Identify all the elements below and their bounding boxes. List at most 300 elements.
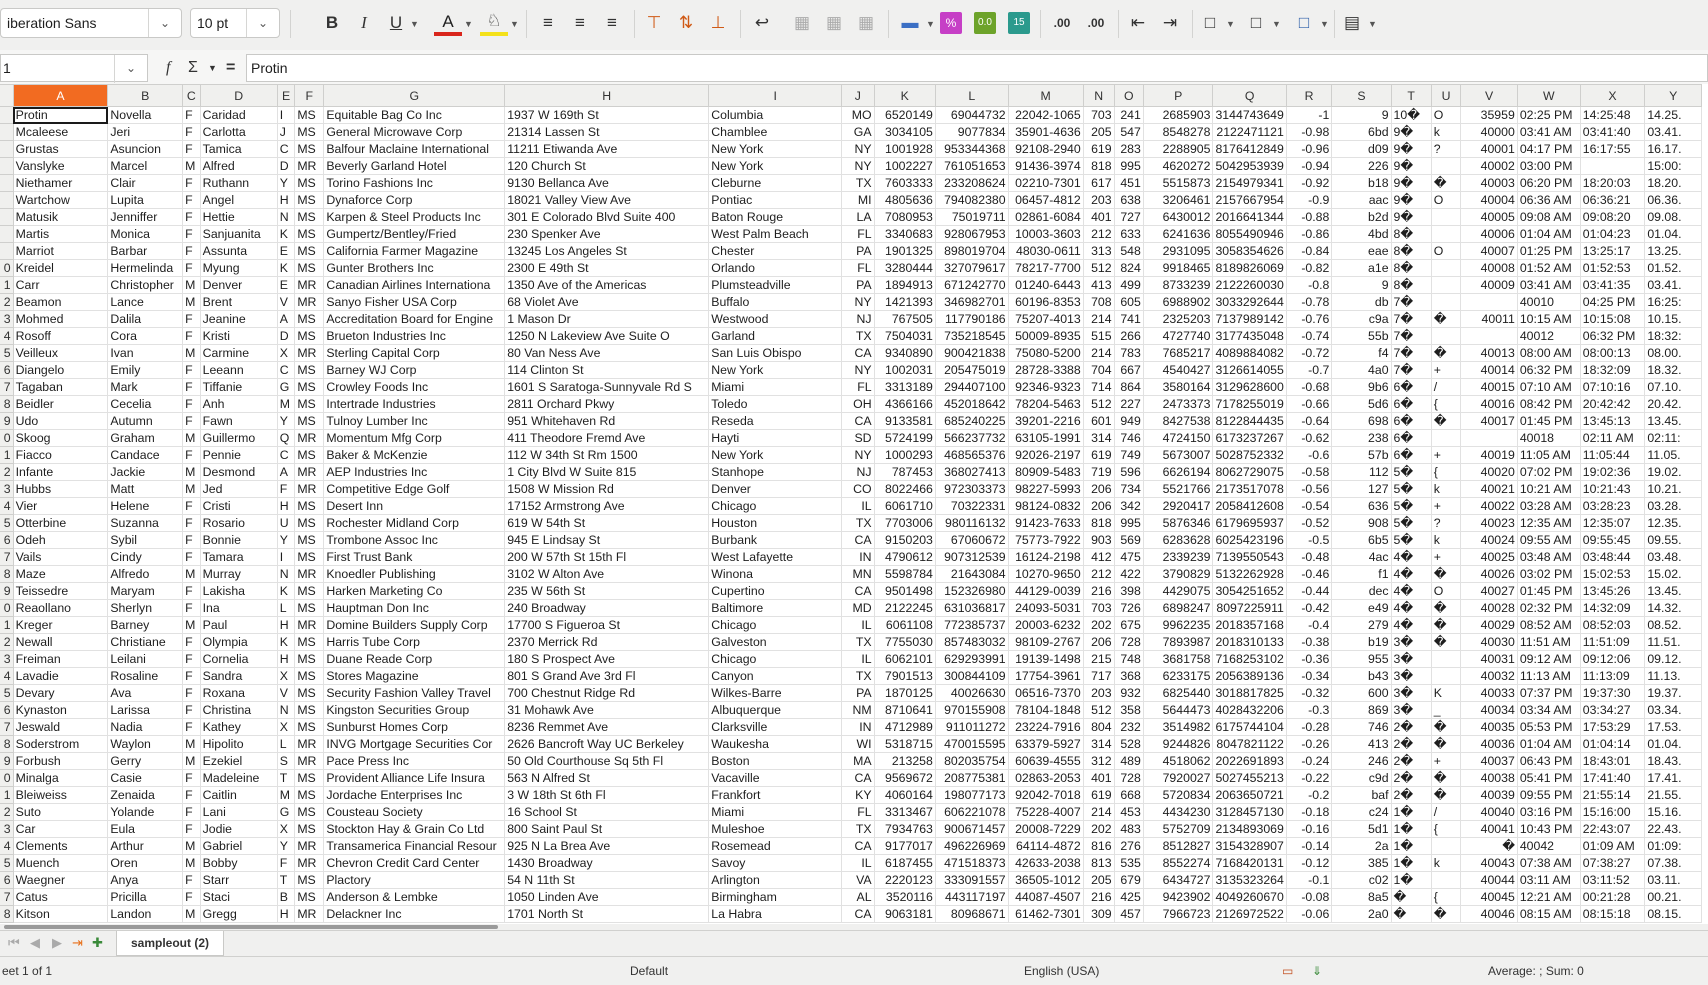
cell[interactable]: 03:28 AM bbox=[1517, 498, 1580, 515]
cell[interactable]: 16124-2198 bbox=[1008, 549, 1083, 566]
cell[interactable]: 2339239 bbox=[1143, 549, 1213, 566]
cell[interactable] bbox=[1431, 209, 1461, 226]
cell[interactable]: 40008 bbox=[1461, 260, 1518, 277]
cell[interactable]: 127 bbox=[1332, 481, 1391, 498]
cell[interactable]: -0.6 bbox=[1286, 447, 1331, 464]
cell[interactable]: 6430012 bbox=[1143, 209, 1213, 226]
cell[interactable]: 16.17. bbox=[1645, 141, 1702, 158]
cell[interactable]: 08:00:13 bbox=[1580, 345, 1645, 362]
cell[interactable]: � bbox=[1431, 770, 1461, 787]
column-header[interactable]: H bbox=[505, 85, 709, 107]
cell[interactable]: 03:34 AM bbox=[1517, 702, 1580, 719]
cell[interactable]: Nadia bbox=[108, 719, 183, 736]
cell[interactable]: 40015 bbox=[1461, 379, 1518, 396]
cell[interactable]: Candace bbox=[108, 447, 183, 464]
cell[interactable]: Desert Inn bbox=[324, 498, 505, 515]
cell[interactable]: 6179695937 bbox=[1213, 515, 1286, 532]
cell[interactable]: 03:48:44 bbox=[1580, 549, 1645, 566]
cell[interactable]: Forbush bbox=[13, 753, 108, 770]
cell[interactable]: CA bbox=[842, 532, 874, 549]
chevron-down-icon[interactable]: ▼ bbox=[208, 63, 217, 73]
cell[interactable]: 202 bbox=[1083, 821, 1114, 838]
cell[interactable]: � bbox=[1461, 838, 1518, 855]
cell[interactable]: 06457-4812 bbox=[1008, 192, 1083, 209]
cell[interactable]: Cora bbox=[108, 328, 183, 345]
cell[interactable]: 03.34. bbox=[1645, 702, 1702, 719]
cell[interactable]: 17754-3961 bbox=[1008, 668, 1083, 685]
cell[interactable]: 13:45:13 bbox=[1580, 413, 1645, 430]
cell[interactable]: Orlando bbox=[709, 260, 842, 277]
cell[interactable]: 3033292644 bbox=[1213, 294, 1286, 311]
column-header[interactable]: U bbox=[1431, 85, 1461, 107]
cell[interactable]: -0.32 bbox=[1286, 685, 1331, 702]
cell[interactable]: 17.53. bbox=[1645, 719, 1702, 736]
cell[interactable]: 40024 bbox=[1461, 532, 1518, 549]
cell[interactable]: 4805636 bbox=[874, 192, 935, 209]
cell[interactable]: 453 bbox=[1114, 804, 1143, 821]
cell[interactable]: 1421393 bbox=[874, 294, 935, 311]
cell[interactable]: 9� bbox=[1391, 124, 1431, 141]
number-format-button[interactable]: 0.0 bbox=[974, 12, 996, 34]
cell[interactable]: 333091557 bbox=[935, 872, 1008, 889]
cell[interactable]: 5720834 bbox=[1143, 787, 1213, 804]
cell[interactable]: Desmond bbox=[200, 464, 277, 481]
cell[interactable]: FL bbox=[842, 260, 874, 277]
cell[interactable]: 3514982 bbox=[1143, 719, 1213, 736]
cell[interactable]: 425 bbox=[1114, 889, 1143, 906]
cell[interactable]: 8512827 bbox=[1143, 838, 1213, 855]
cell[interactable]: 8097225911 bbox=[1213, 600, 1286, 617]
cell[interactable]: 945 E Lindsay St bbox=[505, 532, 709, 549]
cell[interactable]: Pennie bbox=[200, 447, 277, 464]
cell[interactable]: 547 bbox=[1114, 124, 1143, 141]
cell[interactable]: 238 bbox=[1332, 430, 1391, 447]
cell[interactable]: Bleiweiss bbox=[13, 787, 108, 804]
cell[interactable]: 63105-1991 bbox=[1008, 430, 1083, 447]
cell[interactable]: 685240225 bbox=[935, 413, 1008, 430]
cell[interactable]: 6988902 bbox=[1143, 294, 1213, 311]
cell[interactable]: 60196-8353 bbox=[1008, 294, 1083, 311]
cell[interactable]: 749 bbox=[1114, 447, 1143, 464]
cell[interactable]: 633 bbox=[1114, 226, 1143, 243]
cell[interactable]: 78204-5463 bbox=[1008, 396, 1083, 413]
cell[interactable]: b43 bbox=[1332, 668, 1391, 685]
cell[interactable]: -0.16 bbox=[1286, 821, 1331, 838]
cell[interactable]: 6� bbox=[1391, 430, 1431, 447]
delete-decimal-button[interactable]: .00 bbox=[1087, 16, 1105, 30]
cell[interactable]: 01:04 AM bbox=[1517, 226, 1580, 243]
cell[interactable]: 35959 bbox=[1461, 107, 1518, 124]
cell[interactable]: IL bbox=[842, 617, 874, 634]
cell[interactable]: MR bbox=[295, 430, 324, 447]
cell[interactable]: Fiacco bbox=[13, 447, 108, 464]
cell[interactable]: 117790186 bbox=[935, 311, 1008, 328]
increase-indent-icon[interactable]: ⇤ bbox=[1130, 13, 1146, 32]
cell[interactable]: M bbox=[183, 430, 201, 447]
row-header[interactable]: 2 bbox=[0, 804, 13, 821]
cell[interactable]: MS bbox=[295, 141, 324, 158]
decrease-indent-icon[interactable]: ⇥ bbox=[1162, 13, 1178, 32]
cell[interactable]: 80909-5483 bbox=[1008, 464, 1083, 481]
cell[interactable]: eae bbox=[1332, 243, 1391, 260]
cell[interactable]: N bbox=[277, 702, 295, 719]
cell[interactable]: 40043 bbox=[1461, 855, 1518, 872]
cell[interactable]: 206 bbox=[1083, 634, 1114, 651]
cell[interactable]: _ bbox=[1431, 702, 1461, 719]
cell[interactable]: CA bbox=[842, 770, 874, 787]
cell[interactable]: FL bbox=[842, 804, 874, 821]
cell[interactable]: Vacaville bbox=[709, 770, 842, 787]
cell[interactable]: + bbox=[1431, 753, 1461, 770]
cell[interactable]: Anderson & Lembke bbox=[324, 889, 505, 906]
cell[interactable]: Hauptman Don Inc bbox=[324, 600, 505, 617]
cell[interactable]: N bbox=[277, 209, 295, 226]
cell[interactable]: 1� bbox=[1391, 872, 1431, 889]
cell[interactable]: MS bbox=[295, 328, 324, 345]
cell[interactable]: 2022691893 bbox=[1213, 753, 1286, 770]
cell[interactable]: 9� bbox=[1391, 141, 1431, 158]
cell[interactable]: 40023 bbox=[1461, 515, 1518, 532]
cell[interactable] bbox=[1431, 294, 1461, 311]
chevron-down-icon[interactable]: ▼ bbox=[510, 19, 519, 29]
cell[interactable]: 5521766 bbox=[1143, 481, 1213, 498]
cell[interactable]: { bbox=[1431, 396, 1461, 413]
cell[interactable]: Bobby bbox=[200, 855, 277, 872]
cell[interactable]: 21:55:14 bbox=[1580, 787, 1645, 804]
cell[interactable]: Y bbox=[277, 532, 295, 549]
cell[interactable]: Hayti bbox=[709, 430, 842, 447]
cell[interactable]: 7139550543 bbox=[1213, 549, 1286, 566]
cell[interactable]: 40021 bbox=[1461, 481, 1518, 498]
cell[interactable]: -0.3 bbox=[1286, 702, 1331, 719]
cell[interactable]: -1 bbox=[1286, 107, 1331, 124]
cell[interactable]: Alfredo bbox=[108, 566, 183, 583]
cell[interactable]: 40033 bbox=[1461, 685, 1518, 702]
cell[interactable]: 3� bbox=[1391, 702, 1431, 719]
cell[interactable]: MS bbox=[295, 889, 324, 906]
cell[interactable]: Tamara bbox=[200, 549, 277, 566]
unmerge-cells-icon[interactable]: ▦ bbox=[825, 13, 843, 32]
cell[interactable]: X bbox=[277, 668, 295, 685]
cell[interactable]: 515 bbox=[1083, 328, 1114, 345]
chevron-down-icon[interactable]: ⌄ bbox=[114, 55, 147, 83]
cell[interactable]: + bbox=[1431, 498, 1461, 515]
column-header[interactable]: O bbox=[1114, 85, 1143, 107]
font-color-button[interactable]: A bbox=[434, 10, 462, 36]
cell[interactable]: KY bbox=[842, 787, 874, 804]
cell[interactable]: Momentum Mfg Corp bbox=[324, 430, 505, 447]
cell[interactable]: 2300 E 49th St bbox=[505, 260, 709, 277]
cell[interactable]: 44129-0039 bbox=[1008, 583, 1083, 600]
cell[interactable]: k bbox=[1431, 124, 1461, 141]
cell[interactable]: 98109-2767 bbox=[1008, 634, 1083, 651]
cell[interactable]: 9177017 bbox=[874, 838, 935, 855]
cell[interactable]: d09 bbox=[1332, 141, 1391, 158]
cell[interactable]: 719 bbox=[1083, 464, 1114, 481]
cell[interactable]: 4049260670 bbox=[1213, 889, 1286, 906]
cell[interactable]: 03:41:35 bbox=[1580, 277, 1645, 294]
cell[interactable]: NY bbox=[842, 362, 874, 379]
cell[interactable]: Westwood bbox=[709, 311, 842, 328]
cell[interactable]: 67060672 bbox=[935, 532, 1008, 549]
cell[interactable]: aac bbox=[1332, 192, 1391, 209]
cell[interactable]: West Palm Beach bbox=[709, 226, 842, 243]
cell[interactable]: PA bbox=[842, 243, 874, 260]
cell[interactable]: Denver bbox=[709, 481, 842, 498]
cell[interactable]: -0.38 bbox=[1286, 634, 1331, 651]
cell[interactable]: Torino Fashions Inc bbox=[324, 175, 505, 192]
cell[interactable]: f4 bbox=[1332, 345, 1391, 362]
cell[interactable]: 7� bbox=[1391, 294, 1431, 311]
cell[interactable]: CA bbox=[842, 838, 874, 855]
cell[interactable]: 1508 W Mission Rd bbox=[505, 481, 709, 498]
row-header[interactable]: 3 bbox=[0, 311, 13, 328]
cell[interactable]: 03.41. bbox=[1645, 124, 1702, 141]
cell[interactable]: 667 bbox=[1114, 362, 1143, 379]
scrollbar-thumb[interactable] bbox=[4, 925, 498, 929]
cell[interactable]: MS bbox=[295, 634, 324, 651]
cell[interactable]: 40016 bbox=[1461, 396, 1518, 413]
cell[interactable]: 2157667954 bbox=[1213, 192, 1286, 209]
cell[interactable]: 03.28. bbox=[1645, 498, 1702, 515]
cell[interactable]: 08:52:03 bbox=[1580, 617, 1645, 634]
cell[interactable]: 18:43:01 bbox=[1580, 753, 1645, 770]
cell[interactable]: Houston bbox=[709, 515, 842, 532]
cell[interactable]: 03.11. bbox=[1645, 872, 1702, 889]
cell[interactable]: Y bbox=[277, 413, 295, 430]
cell[interactable]: 11:05:44 bbox=[1580, 447, 1645, 464]
cell[interactable]: FL bbox=[842, 379, 874, 396]
cell[interactable]: Sandra bbox=[200, 668, 277, 685]
merge-center-icon[interactable]: ▦ bbox=[857, 13, 875, 32]
cell[interactable]: 4089884082 bbox=[1213, 345, 1286, 362]
row-header[interactable]: 6 bbox=[0, 872, 13, 889]
cell[interactable]: 09:12:06 bbox=[1580, 651, 1645, 668]
cell[interactable]: / bbox=[1431, 804, 1461, 821]
cell[interactable]: Duane Reade Corp bbox=[324, 651, 505, 668]
cell[interactable]: F bbox=[183, 583, 201, 600]
cell[interactable]: 07:38 AM bbox=[1517, 855, 1580, 872]
cell[interactable]: 8710641 bbox=[874, 702, 935, 719]
cell[interactable]: M bbox=[183, 566, 201, 583]
cell[interactable]: 11:13 AM bbox=[1517, 668, 1580, 685]
cell[interactable]: F bbox=[183, 328, 201, 345]
cell[interactable]: 3018817825 bbox=[1213, 685, 1286, 702]
cell[interactable]: 02:32 PM bbox=[1517, 600, 1580, 617]
cell[interactable]: 06:32 PM bbox=[1517, 362, 1580, 379]
cell[interactable]: 06.36. bbox=[1645, 192, 1702, 209]
cell[interactable]: 40032 bbox=[1461, 668, 1518, 685]
cell[interactable]: H bbox=[277, 192, 295, 209]
first-sheet-icon[interactable]: ⏮ bbox=[8, 935, 20, 950]
cell[interactable]: 401 bbox=[1083, 209, 1114, 226]
cell[interactable]: Mohmed bbox=[13, 311, 108, 328]
cell[interactable]: 294407100 bbox=[935, 379, 1008, 396]
cell[interactable]: b19 bbox=[1332, 634, 1391, 651]
cell[interactable]: M bbox=[183, 838, 201, 855]
cell[interactable]: 14.32. bbox=[1645, 600, 1702, 617]
cell[interactable]: 18:32: bbox=[1645, 328, 1702, 345]
cell[interactable]: F bbox=[183, 532, 201, 549]
cell[interactable]: -0.44 bbox=[1286, 583, 1331, 600]
cell[interactable]: Muench bbox=[13, 855, 108, 872]
cell[interactable]: 3� bbox=[1391, 634, 1431, 651]
cell[interactable]: M bbox=[183, 617, 201, 634]
cell[interactable]: 06:36:21 bbox=[1580, 192, 1645, 209]
cell[interactable]: F bbox=[183, 634, 201, 651]
cell[interactable]: Martis bbox=[13, 226, 108, 243]
cell[interactable]: 2� bbox=[1391, 770, 1431, 787]
cell[interactable]: 14.25. bbox=[1645, 107, 1702, 124]
cell[interactable]: MS bbox=[295, 549, 324, 566]
cell[interactable]: 9� bbox=[1391, 209, 1431, 226]
cell[interactable]: 4� bbox=[1391, 566, 1431, 583]
cell[interactable]: Y bbox=[277, 175, 295, 192]
cell[interactable]: 708 bbox=[1083, 294, 1114, 311]
cell[interactable]: Mcaleese bbox=[13, 124, 108, 141]
cell[interactable]: Graham bbox=[108, 430, 183, 447]
cell[interactable]: 7168420131 bbox=[1213, 855, 1286, 872]
cell[interactable]: 9340890 bbox=[874, 345, 935, 362]
cell[interactable]: 6434727 bbox=[1143, 872, 1213, 889]
cell[interactable]: Chicago bbox=[709, 498, 842, 515]
cell[interactable]: 17700 S Figueroa St bbox=[505, 617, 709, 634]
cell[interactable]: 40022 bbox=[1461, 498, 1518, 515]
cell[interactable]: CO bbox=[842, 481, 874, 498]
cell[interactable]: 6241636 bbox=[1143, 226, 1213, 243]
cell[interactable]: K bbox=[1431, 685, 1461, 702]
cell[interactable]: F bbox=[183, 600, 201, 617]
cell[interactable]: MS bbox=[295, 872, 324, 889]
cell[interactable]: 2122471121 bbox=[1213, 124, 1286, 141]
cell[interactable]: O bbox=[1431, 107, 1461, 124]
cell[interactable]: -0.26 bbox=[1286, 736, 1331, 753]
row-header[interactable]: 4 bbox=[0, 668, 13, 685]
cell[interactable]: 4bd bbox=[1332, 226, 1391, 243]
cell[interactable]: Provident Alliance Life Insura bbox=[324, 770, 505, 787]
column-header[interactable]: Q bbox=[1213, 85, 1286, 107]
cell[interactable]: 7901513 bbox=[874, 668, 935, 685]
cell[interactable]: Cleburne bbox=[709, 175, 842, 192]
row-header[interactable]: 6 bbox=[0, 702, 13, 719]
cell[interactable]: 216 bbox=[1083, 583, 1114, 600]
cell[interactable]: 11:05 AM bbox=[1517, 447, 1580, 464]
cell[interactable]: Chicago bbox=[709, 651, 842, 668]
row-header[interactable]: 4 bbox=[0, 838, 13, 855]
cell[interactable]: Winona bbox=[709, 566, 842, 583]
cell[interactable]: MS bbox=[295, 379, 324, 396]
last-sheet-icon[interactable]: ⇥ bbox=[72, 935, 83, 950]
cell[interactable]: 09.12. bbox=[1645, 651, 1702, 668]
cell[interactable]: Brent bbox=[200, 294, 277, 311]
cell[interactable]: Car bbox=[13, 821, 108, 838]
cell[interactable]: 03:16 PM bbox=[1517, 804, 1580, 821]
cell[interactable]: 2122245 bbox=[874, 600, 935, 617]
cell[interactable]: 7� bbox=[1391, 345, 1431, 362]
cell[interactable]: 40014 bbox=[1461, 362, 1518, 379]
cell[interactable]: Guillermo bbox=[200, 430, 277, 447]
cell[interactable]: 04:25 PM bbox=[1580, 294, 1645, 311]
cell[interactable]: 19139-1498 bbox=[1008, 651, 1083, 668]
cell[interactable]: Sybil bbox=[108, 532, 183, 549]
cell[interactable]: MS bbox=[295, 192, 324, 209]
cell[interactable]: -0.2 bbox=[1286, 787, 1331, 804]
cell[interactable]: 13.45. bbox=[1645, 413, 1702, 430]
cell[interactable]: 413 bbox=[1083, 277, 1114, 294]
cell[interactable]: 120 Church St bbox=[505, 158, 709, 175]
cell[interactable]: � bbox=[1431, 600, 1461, 617]
cell[interactable]: F bbox=[183, 787, 201, 804]
cell[interactable]: 16 School St bbox=[505, 804, 709, 821]
cell[interactable]: e49 bbox=[1332, 600, 1391, 617]
column-header[interactable]: F bbox=[295, 85, 324, 107]
cell[interactable] bbox=[1431, 430, 1461, 447]
cell[interactable]: NJ bbox=[842, 464, 874, 481]
cell[interactable]: 668 bbox=[1114, 787, 1143, 804]
cell[interactable]: Equitable Bag Co Inc bbox=[324, 107, 505, 124]
cell[interactable]: 40028 bbox=[1461, 600, 1518, 617]
formula-input[interactable]: Protin bbox=[246, 54, 1708, 82]
cell[interactable]: Dalila bbox=[108, 311, 183, 328]
cell[interactable]: MS bbox=[295, 770, 324, 787]
cell[interactable]: 995 bbox=[1114, 515, 1143, 532]
cell[interactable]: 346982701 bbox=[935, 294, 1008, 311]
cell[interactable]: 06:20 PM bbox=[1517, 175, 1580, 192]
cell[interactable]: 11.05. bbox=[1645, 447, 1702, 464]
cell[interactable]: 703 bbox=[1083, 107, 1114, 124]
cell[interactable]: -0.4 bbox=[1286, 617, 1331, 634]
cell[interactable]: West Lafayette bbox=[709, 549, 842, 566]
cell[interactable]: I bbox=[277, 549, 295, 566]
cell[interactable]: 03:28:23 bbox=[1580, 498, 1645, 515]
cell[interactable]: F bbox=[183, 379, 201, 396]
cell[interactable]: Soderstrom bbox=[13, 736, 108, 753]
cell[interactable]: Marcel bbox=[108, 158, 183, 175]
cell[interactable]: 2063650721 bbox=[1213, 787, 1286, 804]
row-header[interactable]: 0 bbox=[0, 430, 13, 447]
cell[interactable]: Stockton Hay & Grain Co Ltd bbox=[324, 821, 505, 838]
cell[interactable]: 1� bbox=[1391, 821, 1431, 838]
cell[interactable]: 15:02:53 bbox=[1580, 566, 1645, 583]
cell[interactable]: M bbox=[277, 396, 295, 413]
cell[interactable]: 75773-7922 bbox=[1008, 532, 1083, 549]
cell[interactable]: 714 bbox=[1083, 379, 1114, 396]
cell[interactable]: 4ac bbox=[1332, 549, 1391, 566]
cell[interactable]: F bbox=[183, 685, 201, 702]
cell[interactable]: 342 bbox=[1114, 498, 1143, 515]
cell[interactable]: 40002 bbox=[1461, 158, 1518, 175]
align-center-icon[interactable]: ≡ bbox=[575, 13, 585, 32]
column-header[interactable]: T bbox=[1391, 85, 1431, 107]
cell[interactable]: 40038 bbox=[1461, 770, 1518, 787]
cell[interactable]: Angel bbox=[200, 192, 277, 209]
cell[interactable]: MS bbox=[295, 821, 324, 838]
cell[interactable]: 03:41 AM bbox=[1517, 124, 1580, 141]
cell[interactable]: MS bbox=[295, 804, 324, 821]
cell[interactable]: 279 bbox=[1332, 617, 1391, 634]
cell[interactable]: 741 bbox=[1114, 311, 1143, 328]
cell[interactable]: 21314 Lassen St bbox=[505, 124, 709, 141]
cell[interactable]: 605 bbox=[1114, 294, 1143, 311]
cell[interactable]: Kristi bbox=[200, 328, 277, 345]
cell[interactable]: 512 bbox=[1083, 702, 1114, 719]
cell[interactable]: 3580164 bbox=[1143, 379, 1213, 396]
cell[interactable]: Rosemead bbox=[709, 838, 842, 855]
cell[interactable]: CA bbox=[842, 345, 874, 362]
cell[interactable]: 7168253102 bbox=[1213, 651, 1286, 668]
cell[interactable]: 1001928 bbox=[874, 141, 935, 158]
cell[interactable]: 40046 bbox=[1461, 906, 1518, 923]
